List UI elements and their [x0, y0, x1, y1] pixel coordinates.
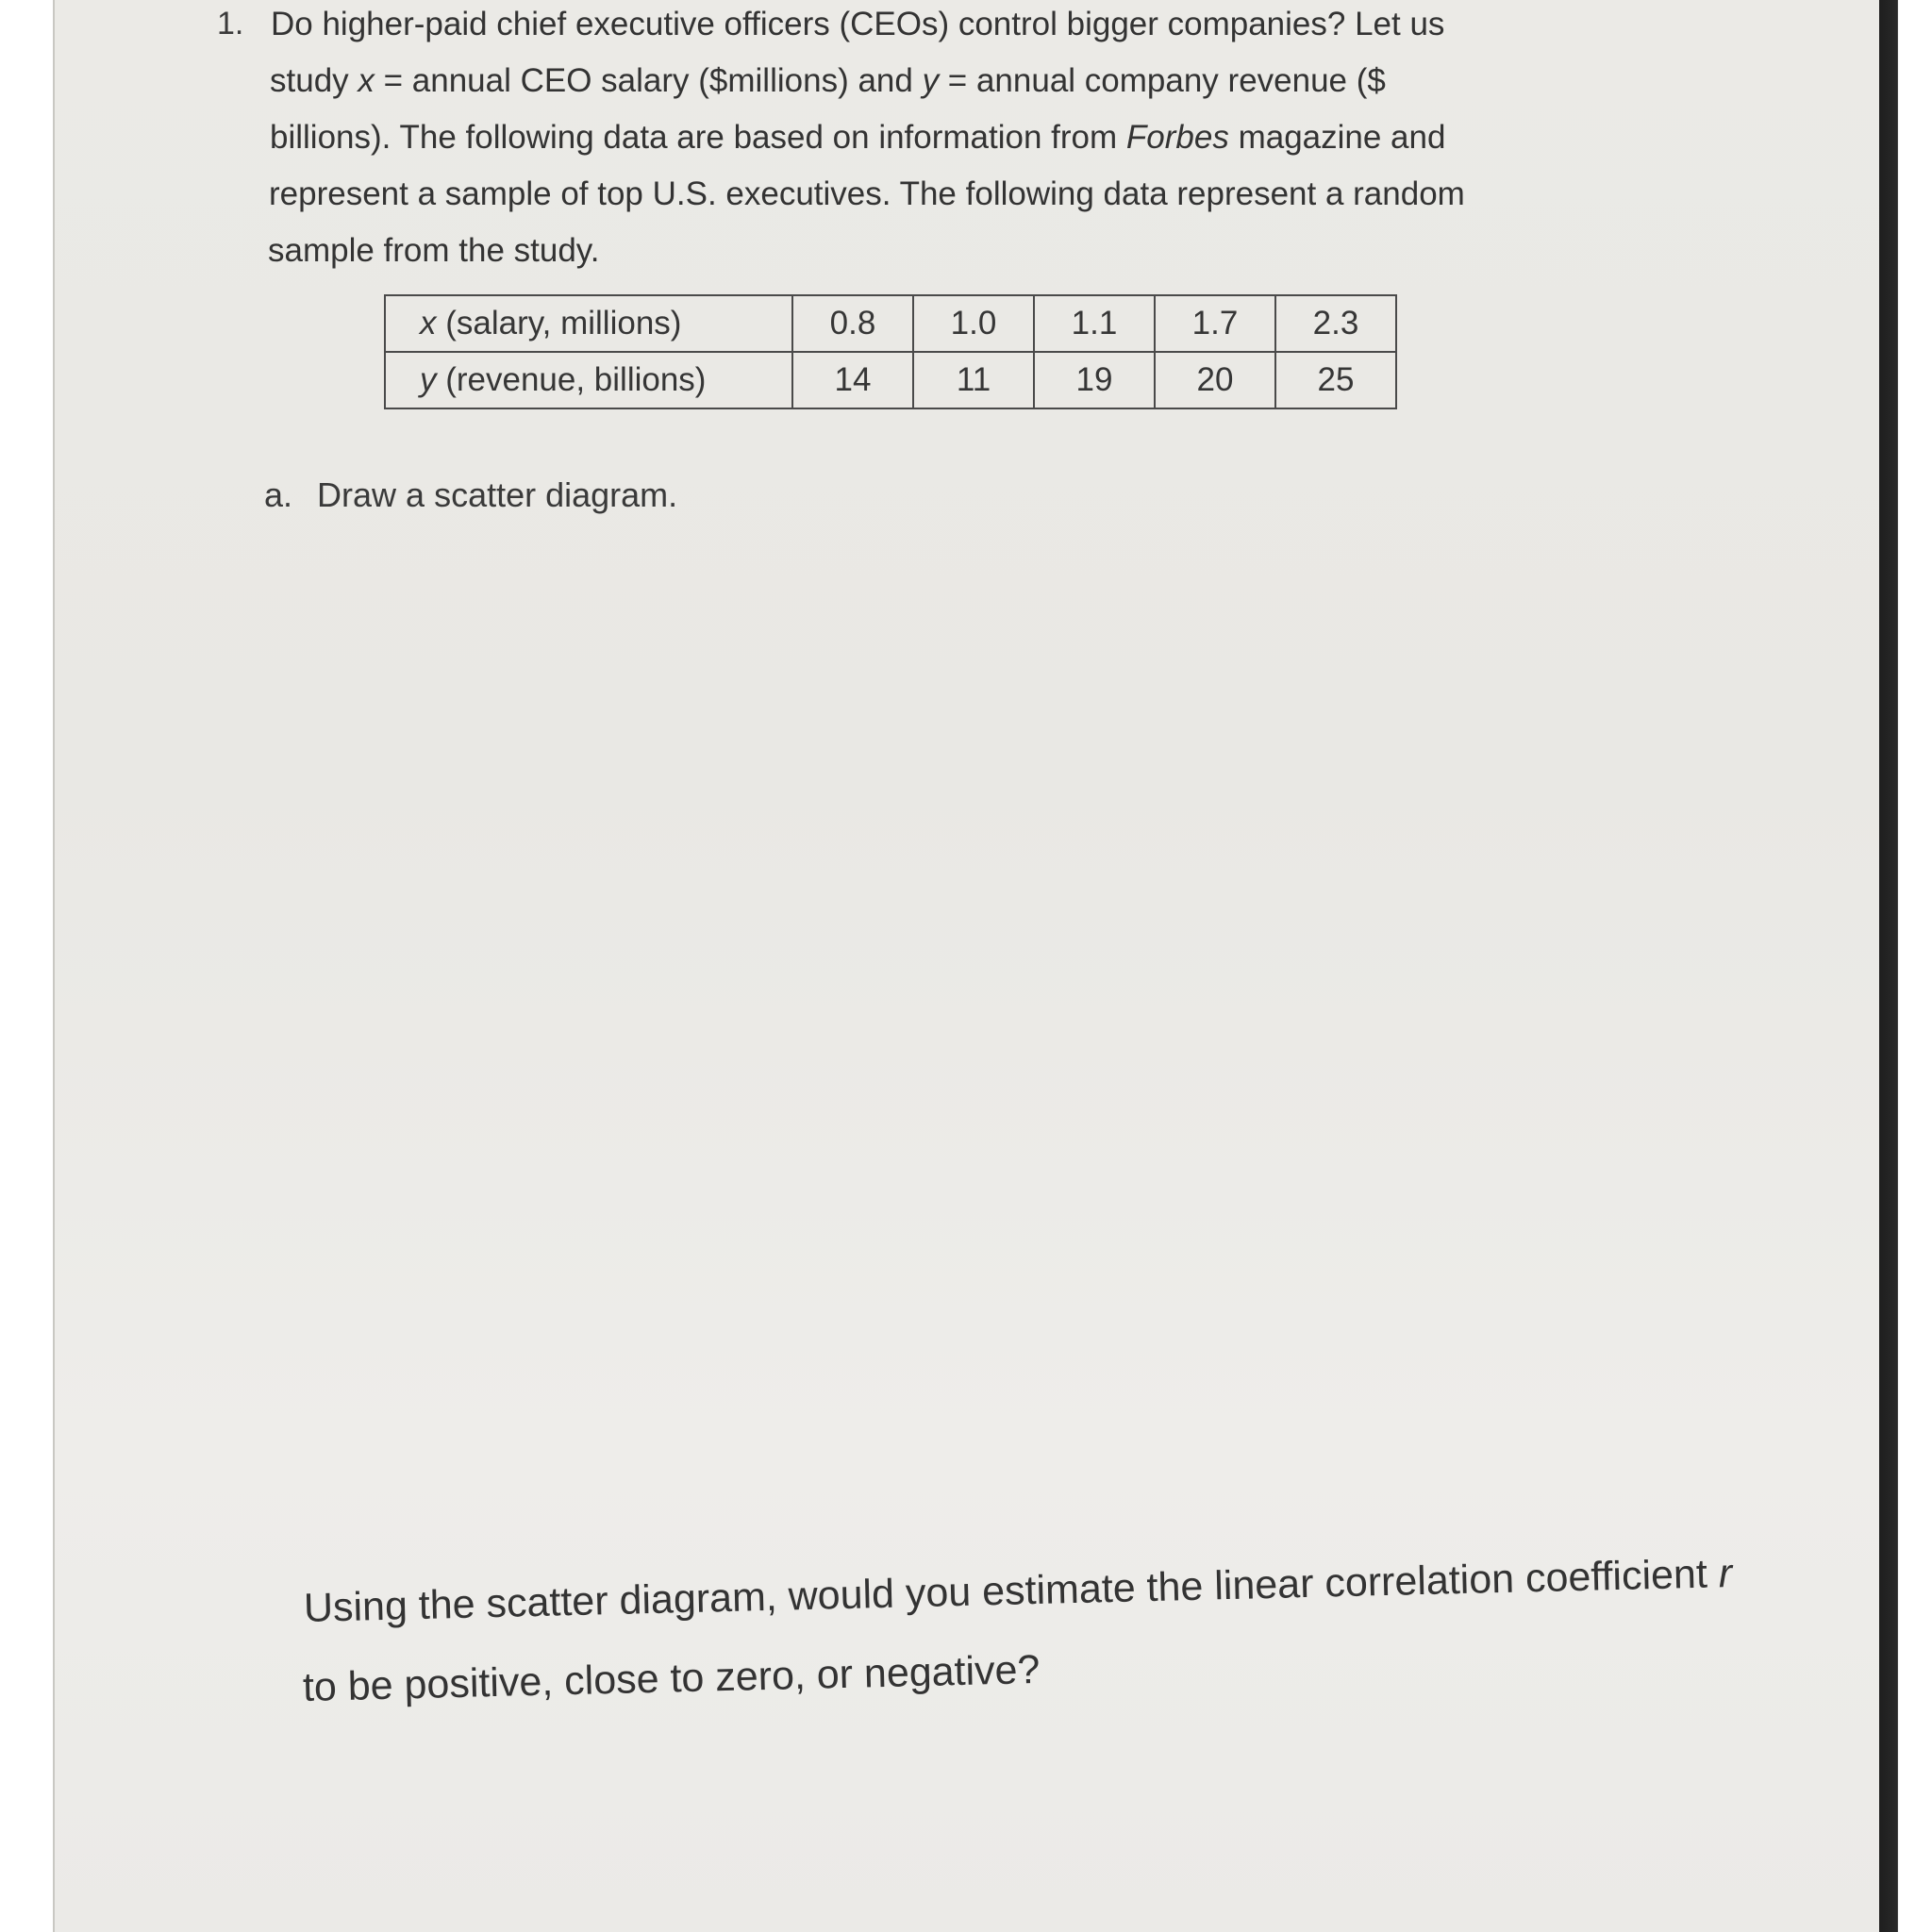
- table-cell: 20: [1155, 352, 1275, 408]
- table-cell: 0.8: [792, 295, 913, 352]
- question-line-5: sample from the study.: [268, 232, 600, 269]
- part-a: [264, 475, 677, 515]
- question-line-3: billions). The following data are based on information from Forbes magazine and: [270, 119, 1446, 156]
- table-cell: 1.7: [1155, 295, 1275, 352]
- question-line-4: represent a sample of top U.S. executives. The following data represent a random: [269, 175, 1465, 212]
- table-row-y: [385, 352, 1396, 408]
- part-a-text: Draw a scatter diagram.: [317, 475, 678, 514]
- data-table: [384, 294, 1397, 409]
- page-edge-shadow: [1879, 0, 1932, 1932]
- question-line-2: study x = annual CEO salary ($millions) and y = annual company revenue ($: [270, 62, 1386, 99]
- part-a-label: a.: [264, 475, 293, 514]
- question-number: 1.: [217, 6, 244, 42]
- row-header-x: x (salary, millions): [385, 295, 792, 352]
- worksheet-page: [53, 0, 1879, 1932]
- table-cell: 1.1: [1034, 295, 1155, 352]
- table-cell: 25: [1275, 352, 1396, 408]
- table-cell: 19: [1034, 352, 1155, 408]
- table-cell: 2.3: [1275, 295, 1396, 352]
- question-line-1: Do higher-paid chief executive officers (CEOs) control bigger companies? Let us: [271, 6, 1445, 42]
- table-cell: 1.0: [913, 295, 1034, 352]
- followup-line-1: Using the scatter diagram, would you estimate the linear correlation coefficient r: [303, 1551, 1733, 1631]
- table-cell: 11: [913, 352, 1034, 408]
- row-header-y: y (revenue, billions): [385, 352, 792, 408]
- table-row-x: [385, 295, 1396, 352]
- table-cell: 14: [792, 352, 913, 408]
- followup-line-2: to be positive, close to zero, or negative?: [302, 1646, 1041, 1710]
